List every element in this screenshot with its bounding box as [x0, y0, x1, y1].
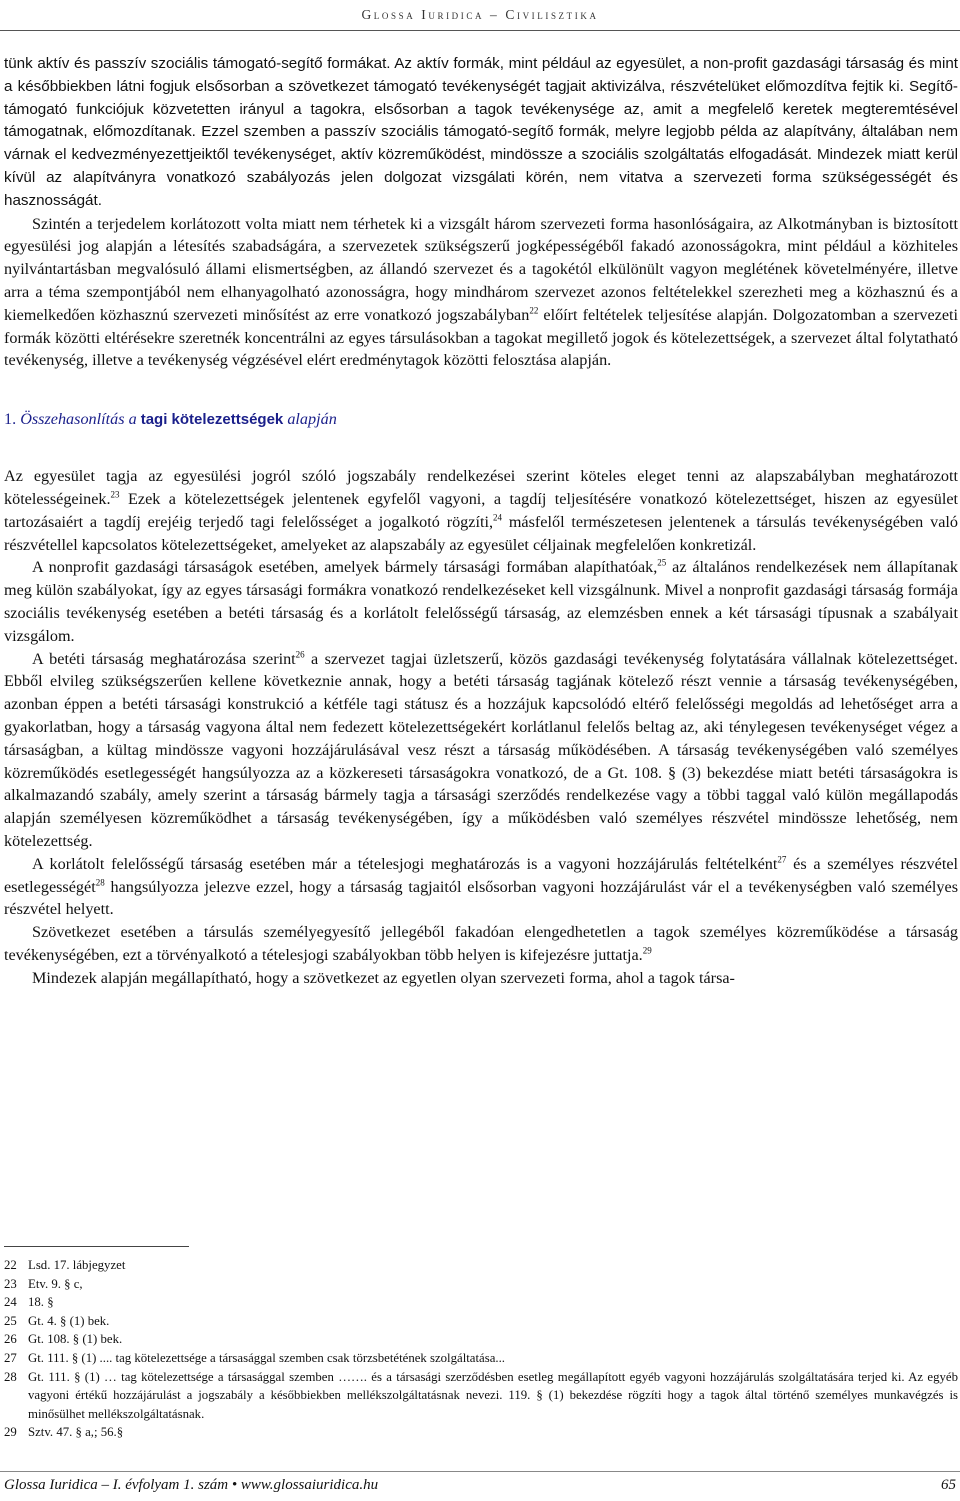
paragraph-association	[4, 465, 958, 556]
footnote-ref[interactable]: 24	[493, 512, 502, 523]
text-span: másfelől természetesen jelentenek a társulás tevékenységében való részvétellel kapcsolatos kötelezettségeket, amelyeket az alapszabály az egyesület céljainak megfelelően konkretizál.	[4, 512, 958, 554]
article-body	[4, 53, 958, 989]
footnote-text: Gt. 4. § (1) bek.	[28, 1313, 110, 1328]
text-span: a szervezet tagjai üzletszerű, közös gazdasági tevékenység folytatására vállalnak kötelezettséget. Ebből elvileg szükségszerűen kellene következnie annak, hogy a betéti társaság tagjának kötelező részt vennie a társaság tevékenységében, azonban éppen a betéti társasági konstrukció a kétféle tagi státusz és a hozzájuk kapcsolódó eltérő felelősségi megoldás ad lehetőséget arra a gyakorlatban, hogy a társaság vagyona által nem fedezett kötelezettségekért korlátlanul felelős beltag az, aki ténylegesen tevékenységet végez a társaságban, a kültag mindössze vagyoni hozzájárulásával vesz részt a társaság működésében. A társaság tevékenységében való személyes közreműködés esetlegességét hangsúlyozza az a közkereseti társaságokra vonatkozó, de a Gt. 108. § (3) bekezdése miatt betéti társaságokra is alkalmazandó szabály, amely szerint a társaság bármely tagja a társasági szerződés rendelkezése vagy a többi taggal való külön megállapodás alapján személyesen közreműködhet a társaság tevékenységében, így a működésben való személyes részvétel mindössze lehetőség, nem kötelezettség.	[4, 649, 958, 850]
page-number: 65	[941, 1477, 956, 1493]
footer-citation: Glossa Iuridica – I. évfolyam 1. szám • www.glossaiuridica.hu	[4, 1477, 379, 1493]
text-span: A nonprofit gazdasági társaságok esetében, amelyek bármely társasági formában alapíthatóak,	[32, 558, 658, 577]
intro-text-3: Mindezek miatt kerül kívül az alapítványra vonatkozó szabályozás jelen dolgozat vizsgálati körén, nem vitatva a szervezeti forma szükségességét és hasznosságát.	[4, 146, 958, 209]
running-header	[0, 0, 960, 42]
footnote-text: Gt. 111. § (1) .... tag kötelezettsége a társasággal szemben csak törzsbetétének szolgáltatása...	[28, 1350, 505, 1365]
paragraph-limited-partnership	[4, 648, 958, 853]
footnote-ref[interactable]: 22	[529, 305, 539, 316]
section-heading	[4, 408, 958, 431]
footnote-number: 22	[4, 1258, 17, 1272]
text-span: Mindezek alapján megállapítható, hogy a szövetkezet az egyetlen olyan szervezeti forma, ahol a tagok társa-	[32, 968, 735, 987]
footnote	[4, 1368, 958, 1424]
footnote	[4, 1275, 958, 1294]
text-span: A betéti társaság meghatározása szerint	[32, 649, 296, 668]
footnote-text: Lsd. 17. lábjegyzet	[28, 1258, 126, 1272]
footnote-text: Sztv. 47. § a,; 56.§	[28, 1425, 124, 1440]
text-span: Szövetkezet esetében a társulás személyegyesítő jellegéből fakadóan elengedhetetlen a tagok személyes közreműködése a társaság tevékenységében, ezt a törvényalkotó a tételesjogi szabályokban több helyen is kifejezésre juttatja.	[4, 923, 958, 964]
footnote-text: Etv. 9. § c,	[28, 1276, 83, 1291]
intro-text-2: Segítő-támogató funkciójuk közvetetten irányul a tagokra, elsősorban a tagok tevékenysége az, amit a megfelelő keretek megteremtésével támogatnak, előmozdítanak. Ezzel szemben a passzív szociális támogató-segítő formák, melyre legjobb példa az alapítvány, általában nem várnak el kedvezményezettjeiktől tevékenységet, aktív közreműködést, mindössze a szociális szolgáltatás elfogadását.	[4, 77, 958, 164]
footnote-ref[interactable]: 25	[657, 557, 667, 568]
header-divider	[0, 30, 960, 31]
footnote	[4, 1312, 958, 1331]
footnote	[4, 1256, 958, 1275]
section-number: 1.	[4, 410, 17, 429]
text-span: az általános rendelkezések nem állapítanak meg külön szabályokat, így az egyes társasági formákra vonatkozó rendelkezéseket kell vizsgálnunk. Mivel a nonprofit gazdasági társaság formája szociális tevékenység esetében a betéti társaság és a korlátolt felelősségű társaság, az elemzésben ennek a két társasági típusnak a szabályait vizsgálom.	[4, 558, 958, 645]
paragraph-cooperative	[4, 921, 958, 967]
text-span: előírt feltételek teljesítése alapján. Dolgozatomban a szervezeti formák közötti eltérésekre szeretnék koncentrálni az egyes társulásokban a tagokat megillető jogok és kötelezettségek, a szervezet által folytatható tevékenység, illetve a tevékenység végzésével elért eredménytagok közötti felosztása alapján.	[4, 305, 958, 370]
footnote	[4, 1423, 958, 1442]
footnote-ref[interactable]: 27	[777, 854, 787, 865]
footnote-text: Gt. 108. § (1) bek.	[28, 1332, 123, 1347]
text-span: Az egyesület tagja az egyesülési jogról szóló jogszabály rendelkezései szerint köteles eleget tenni az alapszabályban meghatározott kötelességeinek.	[4, 467, 958, 508]
footnote	[4, 1293, 958, 1312]
footer-divider	[0, 1471, 960, 1472]
intro-text-1: tünk aktív és passzív szociális támogató-segítő formákat. Az aktív formák, mint például az egyesület, a non-profit gazdasági társaság és mint a későbbiekben látni fogjuk elsősorban a szövetkezet támogató tevékenységét tagjait aktivizálva, részvételüket előmozdítva fejtik ki.	[4, 55, 958, 95]
footnote-number: 27	[4, 1350, 17, 1365]
footnotes	[4, 1256, 958, 1442]
footnote-number: 25	[4, 1313, 17, 1328]
footnote-divider	[4, 1246, 189, 1247]
text-span: Ezek a kötelezettségek jelentenek egyfelől vagyoni, a tagdíj teljesítésére vonatkozó kötelezettséget, hiszen az egyesület tartozásaiért a tagdíj erejéig terjedő tagi felelősséget a jogalkotó rögzíti,	[4, 489, 958, 531]
footnote-text: 18. §	[28, 1295, 54, 1310]
footnote-ref[interactable]: 28	[95, 877, 105, 888]
section-title-part2: alapján	[287, 410, 337, 429]
footnote	[4, 1349, 958, 1368]
footnote-number: 28	[4, 1369, 17, 1384]
footnote-number: 26	[4, 1332, 17, 1347]
text-span: hangsúlyozza jelezve ezzel, hogy a társaság tagjaitól elsősorban vagyoni hozzájárulást vár el a tevékenységben való személyes részvétel helyett.	[4, 877, 958, 919]
footnote-ref[interactable]: 29	[642, 945, 652, 956]
paragraph-nonprofit	[4, 556, 958, 647]
text-span: A korlátolt felelősségű társaság esetében már a tételesjogi meghatározás is a vagyoni hozzájárulás feltételként	[32, 854, 778, 873]
paragraph-similarities	[4, 213, 958, 373]
text-span: és a személyes részvétel esetlegességét	[4, 854, 958, 896]
text-span: Szintén a terjedelem korlátozott volta miatt nem térhetek ki a vizsgált három szervezeti forma hasonlóságaira, az Alkotmányban is biztosított egyesülési jog alapján a létesítés szabadságára, a szervezetek szükségszerű jogképességéből fakadó azonosságokra, mint például a közhiteles nyilvántartásban megvalósuló állami elismertségben, az állandó szervezet és a tagokétól elkülönült vagyon meglétének követelményére, illetve arra a téma szempontjából nem elhanyagolható azonosságra, hogy mindhárom szervezet azonos feltételekkel szerezheti meg a közhasznú és a kiemelkedően közhasznú szervezeti minősítést az erre vonatkozó jogszabályban	[4, 214, 958, 324]
footnote-number: 24	[4, 1295, 17, 1310]
paragraph-conclusion	[4, 967, 958, 990]
footnote-number: 23	[4, 1276, 17, 1291]
section-title-part1: Összehasonlítás a	[20, 410, 137, 429]
paragraph-llc	[4, 853, 958, 921]
footnote-ref[interactable]: 23	[110, 489, 120, 500]
footnote-text: Gt. 111. § (1) … tag kötelezettsége a társasággal szemben ……. és a társasági szerződésben esetleg megállapított egyéb vagyoni hozzájárulás szolgáltatására terjed ki. Az egyéb vagyoni értékű hozzájárulást a jogszabály a későbbiekben mellékszolgáltatásnak nevezi. 119. § (1) bekezdése rögzíti hogy a tagok által történő személyes munkavégzés is minősülhet mellékszolgáltatásnak.	[28, 1369, 958, 1421]
section-title-bold: tagi kötelezettségek	[140, 411, 284, 429]
paragraph-intro	[4, 53, 958, 213]
footnote-number: 29	[4, 1425, 17, 1440]
footnote-ref[interactable]: 26	[295, 649, 305, 660]
journal-title: Glossa Iuridica – Civilisztika	[361, 7, 599, 22]
footnote	[4, 1330, 958, 1349]
